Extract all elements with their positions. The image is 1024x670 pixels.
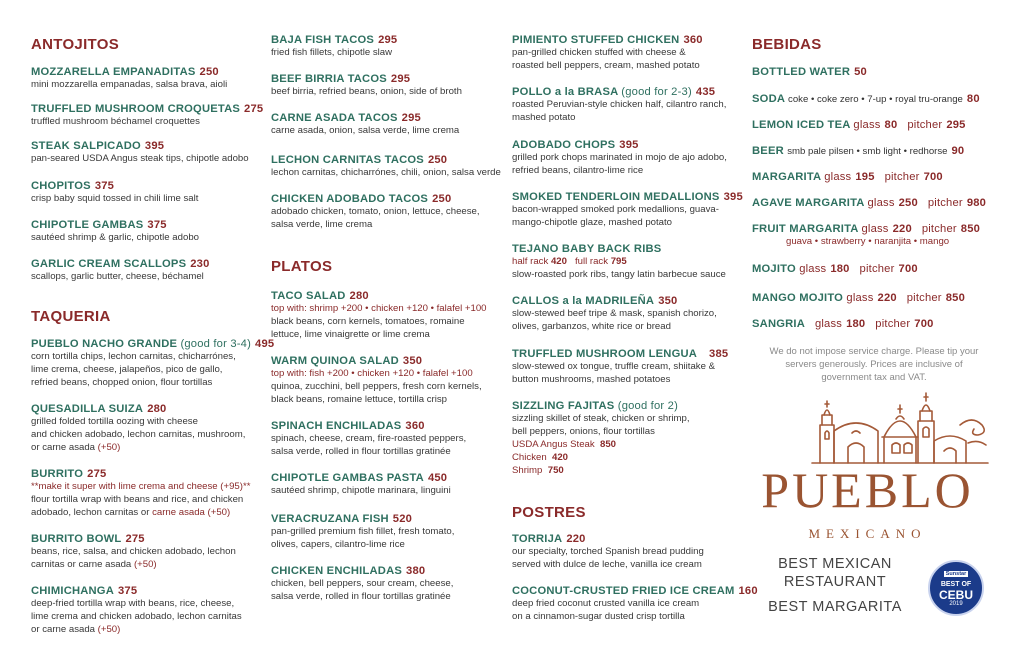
drink-item — [752, 318, 1014, 330]
item-desc: olives, garbanzos, white rice or bread — [512, 321, 671, 332]
item-desc: beef birria, refried beans, onion, side of broth — [271, 86, 462, 97]
item-price: 220 — [566, 533, 586, 545]
item-desc: bell peppers, onions, flour tortillas — [512, 426, 655, 437]
item-desc: carnitas or carne asada — [31, 559, 132, 570]
item-name: BOTTLED WATER — [752, 66, 851, 78]
best-of-cebu-badge — [928, 560, 984, 616]
item-price: 180 — [846, 318, 866, 330]
menu-item — [31, 140, 263, 165]
item-name: SODA — [752, 93, 785, 105]
item-desc: button mushrooms, mashed potatoes — [512, 374, 671, 385]
item-name: SANGRIA — [752, 318, 805, 330]
service-note — [758, 345, 990, 384]
drink-item — [752, 119, 1014, 131]
item-name: TRUFFLED MUSHROOM LENGUA — [512, 348, 698, 360]
item-name: VERACRUZANA FISH — [271, 513, 389, 525]
size-label: pitcher — [875, 318, 911, 330]
item-price: 90 — [951, 145, 965, 157]
item-price: 295 — [378, 34, 398, 46]
menu-item — [512, 86, 738, 124]
award-text — [760, 556, 910, 615]
menu-item — [31, 468, 263, 519]
fajita-price: 750 — [547, 465, 564, 476]
item-price: 385 — [709, 348, 729, 360]
item-desc: our specialty, torched Spanish bread pudding — [512, 546, 704, 557]
item-desc: bacon-wrapped smoked pork medallions, guava- — [512, 204, 719, 215]
badge-best: BEST OF — [940, 581, 972, 588]
drink-item — [752, 292, 1014, 304]
menu-item — [31, 258, 263, 283]
item-name: BAJA FISH TACOS — [271, 34, 375, 46]
rib-price: 420 — [550, 256, 567, 267]
rib-price: 795 — [610, 256, 627, 267]
item-name: QUESADILLA SUIZA — [31, 403, 144, 415]
badge-year: 2019 — [949, 601, 963, 607]
size-label: glass — [867, 197, 895, 209]
item-price: 220 — [892, 223, 912, 235]
menu-item — [271, 154, 507, 179]
menu-item — [31, 585, 263, 636]
item-desc: lime crema, cheese, jalapeños, pico de gallo, — [31, 364, 223, 375]
item-extra: (+50) — [133, 559, 157, 570]
size-label: glass — [861, 223, 889, 235]
item-name: MOZZARELLA EMPANADITAS — [31, 66, 196, 78]
service-note-line: We do not impose service charge. Please tip your — [769, 346, 979, 357]
item-desc: sizzling skillet of steak, chicken or shrimp, — [512, 413, 690, 424]
menu-item — [512, 34, 738, 72]
item-name: POLLO a la BRASA — [512, 86, 618, 98]
section-title-bebidas: BEBIDAS — [752, 36, 822, 53]
size-label: pitcher — [927, 197, 963, 209]
menu-item — [271, 420, 507, 458]
item-desc: slow-stewed beef tripe & mask, spanish chorizo, — [512, 308, 717, 319]
item-desc: pan-grilled premium fish fillet, fresh tomato, — [271, 526, 455, 537]
badge-brand: Sunstar — [945, 571, 967, 577]
item-desc: fried fish fillets, chipotle slaw — [271, 47, 393, 58]
item-desc: truffled mushroom béchamel croquettes — [31, 116, 200, 127]
item-price: 495 — [255, 338, 275, 350]
item-price: 275 — [87, 468, 107, 480]
item-name: WARM QUINOA SALAD — [271, 355, 399, 367]
fajita-option: Chicken — [512, 452, 547, 463]
menu-item — [271, 193, 507, 231]
item-name: SMOKED TENDERLOIN MEDALLIONS — [512, 191, 720, 203]
item-desc: adobado chicken, tomato, onion, lettuce, cheese, — [271, 206, 480, 217]
item-desc: on a cinnamon-sugar dusted crisp tortilla — [512, 611, 685, 622]
item-extra: (+50) — [97, 624, 121, 635]
item-desc: slow-stewed ox tongue, truffle cream, shiitake & — [512, 361, 715, 372]
item-price: 80 — [884, 119, 898, 131]
menu-item — [512, 400, 738, 477]
item-price: 375 — [147, 219, 167, 231]
item-desc: slow-roasted pork ribs, tangy latin barbecue sauce — [512, 269, 726, 280]
item-name: CARNE ASADA TACOS — [271, 112, 398, 124]
badge-city: CEBU — [938, 588, 973, 602]
menu-item — [271, 513, 507, 551]
item-desc: refried beans, chopped onion, flour tortillas — [31, 377, 213, 388]
item-desc: pan-seared USDA Angus steak tips, chipotle adobo — [31, 153, 249, 164]
item-name: TACO SALAD — [271, 290, 346, 302]
menu-item — [271, 73, 507, 98]
item-price: 700 — [914, 318, 934, 330]
size-label: pitcher — [906, 292, 942, 304]
item-name: TRUFFLED MUSHROOM CROQUETAS — [31, 103, 241, 115]
drink-item — [752, 145, 1014, 157]
item-name: MOJITO — [752, 263, 796, 275]
item-desc: deep fried coconut crusted vanilla ice cream — [512, 598, 700, 609]
item-desc: flour tortilla wrap with beans and rice, and chicken — [31, 494, 244, 505]
drink-item — [752, 263, 1014, 275]
menu-item — [31, 219, 263, 244]
drink-item — [752, 93, 1014, 105]
section-title-platos: PLATOS — [271, 258, 333, 275]
item-upsell: **make it super with lime crema and cheese (+95)** — [31, 481, 251, 492]
item-desc: black beans, corn kernels, tomatoes, romaine — [271, 316, 465, 327]
item-name: CALLOS a la MADRILEÑA — [512, 295, 655, 307]
item-desc: lime crema and chicken adobado, lechon carnitas — [31, 611, 242, 622]
menu-item — [271, 355, 507, 406]
fajita-option: Shrimp — [512, 465, 543, 476]
item-price: 295 — [401, 112, 421, 124]
item-name: MANGO MOJITO — [752, 292, 844, 304]
item-price: 395 — [723, 191, 743, 203]
item-price: 450 — [427, 472, 448, 484]
item-name: COCONUT-CRUSTED FRIED ICE CREAM — [512, 585, 735, 597]
item-desc: sautéed shrimp, chipotle marinara, linguini — [271, 485, 451, 496]
item-desc: deep-fried tortilla wrap with beans, rice, cheese, — [31, 598, 235, 609]
size-label: glass — [799, 263, 827, 275]
item-name: BURRITO BOWL — [31, 533, 122, 545]
item-name: CHICKEN ADOBADO TACOS — [271, 193, 429, 205]
item-price: 220 — [877, 292, 897, 304]
section-title-taqueria: TAQUERIA — [31, 308, 111, 325]
item-price: 980 — [966, 197, 987, 209]
item-price: 250 — [898, 197, 918, 209]
item-price: 375 — [118, 585, 138, 597]
item-options: smb pale pilsen • smb light • redhorse — [787, 146, 948, 157]
menu-item — [271, 112, 507, 137]
item-price: 280 — [147, 403, 167, 415]
item-name: GARLIC CREAM SCALLOPS — [31, 258, 187, 270]
menu-item — [512, 533, 738, 571]
item-price: 375 — [94, 180, 115, 192]
drink-item — [752, 66, 1014, 78]
item-name: CHIPOTLE GAMBAS — [31, 219, 144, 231]
item-name: LEMON ICED TEA — [752, 119, 851, 131]
item-desc: mini mozzarella empanadas, salsa brava, aioli — [31, 79, 228, 90]
fajita-option: USDA Angus Steak — [512, 439, 595, 450]
item-name: BURRITO — [31, 468, 84, 480]
menu-item — [31, 180, 263, 205]
item-name: BEER — [752, 145, 784, 157]
item-desc: and chicken adobado, lechon carnitas, mushroom, — [31, 429, 246, 440]
item-options: coke • coke zero • 7-up • royal tru-orange — [788, 94, 963, 105]
section-title-antojitos: ANTOJITOS — [31, 36, 119, 53]
item-extra: carne asada (+50) — [152, 507, 231, 518]
menu-item — [31, 338, 275, 389]
item-desc: carne asada, onion, salsa verde, lime crema — [271, 125, 460, 136]
item-price: 850 — [945, 292, 965, 304]
size-label: glass — [814, 318, 843, 330]
item-price: 195 — [855, 171, 875, 183]
item-price: 275 — [244, 103, 264, 115]
item-price: 275 — [125, 533, 145, 545]
item-note: (good for 2-3) — [621, 86, 692, 98]
menu-item — [271, 290, 507, 341]
award-line: RESTAURANT — [783, 574, 887, 590]
item-desc: mashed potato — [512, 112, 576, 123]
item-desc: refried beans, cilantro-lime rice — [512, 165, 644, 176]
menu-item — [271, 565, 507, 603]
item-name: CHICKEN ENCHILADAS — [271, 565, 403, 577]
item-name: FRUIT MARGARITA — [752, 223, 859, 235]
item-toppings: top with: fish +200 • chicken +120 • falafel +100 — [271, 368, 473, 379]
size-label: glass — [853, 119, 881, 131]
drink-item — [752, 197, 1014, 209]
item-desc: spinach, cheese, cream, fire-roasted peppers, — [271, 433, 467, 444]
menu-item — [31, 533, 263, 571]
item-toppings: top with: shrimp +200 • chicken +120 • falafel +100 — [271, 303, 487, 314]
item-name: TORRIJA — [512, 533, 563, 545]
drink-item — [752, 171, 1014, 183]
fajita-price: 420 — [552, 452, 569, 463]
item-name: BEEF BIRRIA TACOS — [271, 73, 387, 85]
item-desc: lettuce, lime vinaigrette or lime crema — [271, 329, 430, 340]
item-price: 520 — [392, 513, 413, 525]
item-price: 50 — [854, 66, 867, 78]
item-price: 250 — [199, 66, 219, 78]
award-line: BEST MARGARITA — [768, 599, 902, 615]
item-desc: grilled folded tortilla oozing with cheese — [31, 416, 198, 427]
item-price: 700 — [923, 171, 943, 183]
item-desc: sautéed shrimp & garlic, chipotle adobo — [31, 232, 199, 243]
item-desc: crisp baby squid tossed in chili lime salt — [31, 193, 199, 204]
menu-item — [512, 139, 738, 177]
size-label: pitcher — [884, 171, 920, 183]
menu-item — [271, 34, 507, 59]
service-note-line: government tax and VAT. — [821, 372, 927, 383]
service-note-line: servers generously. Prices are inclusive of — [785, 359, 963, 370]
size-label: glass — [846, 292, 874, 304]
item-price: 435 — [695, 86, 716, 98]
menu-item — [31, 403, 263, 454]
item-note: (good for 2) — [617, 400, 678, 412]
item-desc: lechon carnitas, chicharrónes, chili, onion, salsa verde — [271, 167, 501, 178]
item-name: CHIPOTLE GAMBAS PASTA — [271, 472, 424, 484]
item-desc: roasted bell peppers, cream, mashed potato — [512, 60, 700, 71]
size-label: pitcher — [921, 223, 957, 235]
menu-item — [512, 348, 738, 386]
item-name: MARGARITA — [752, 171, 821, 183]
item-name: CHOPITOS — [31, 180, 91, 192]
menu-item — [512, 585, 758, 623]
item-name: STEAK SALPICADO — [31, 140, 141, 152]
item-desc: roasted Peruvian-style chicken half, cilantro ranch, — [512, 99, 727, 110]
church-illustration-icon — [810, 385, 990, 465]
item-price: 280 — [349, 290, 369, 302]
item-price: 250 — [432, 193, 452, 205]
item-price: 700 — [898, 263, 918, 275]
item-price: 160 — [738, 585, 758, 597]
item-note: (good for 3-4) — [180, 338, 252, 350]
item-desc: chicken, bell peppers, sour cream, cheese, — [271, 578, 454, 589]
logo-mexicano: MEXICANO — [808, 526, 927, 541]
item-name: SIZZLING FAJITAS — [512, 400, 615, 412]
size-label: pitcher — [859, 263, 895, 275]
item-desc: beans, rice, salsa, and chicken adobado, lechon — [31, 546, 236, 557]
menu-item — [512, 191, 743, 229]
item-price: 180 — [830, 263, 850, 275]
item-desc: salsa verde, lime crema — [271, 219, 373, 230]
menu-item — [31, 103, 263, 128]
menu-item — [512, 295, 738, 333]
section-title-postres: POSTRES — [512, 504, 586, 521]
item-desc: scallops, garlic butter, cheese, béchamel — [31, 271, 204, 282]
drink-item — [752, 223, 1014, 248]
item-desc: salsa verde, rolled in flour tortillas gratinée — [271, 591, 451, 602]
item-desc: mango-chipotle glaze, mashed potato — [512, 217, 672, 228]
item-price: 360 — [683, 34, 703, 46]
item-price: 380 — [406, 565, 426, 577]
item-name: ADOBADO CHOPS — [512, 139, 616, 151]
item-name: LECHON CARNITAS TACOS — [271, 154, 424, 166]
menu-item — [31, 66, 263, 91]
item-price: 850 — [960, 223, 981, 235]
menu-item — [271, 472, 507, 497]
item-desc: or carne asada — [31, 442, 95, 453]
item-desc: black beans, romaine lettuce, tortilla crisp — [271, 394, 447, 405]
size-label: glass — [824, 171, 852, 183]
item-price: 295 — [390, 73, 411, 85]
logo-pueblo: PUEBLO — [761, 462, 974, 518]
item-extra: (+50) — [97, 442, 121, 453]
rib-option: half rack — [512, 256, 549, 267]
award-line: BEST MEXICAN — [778, 556, 892, 572]
size-label: pitcher — [907, 119, 943, 131]
item-desc: or carne asada — [31, 624, 95, 635]
item-name: TEJANO BABY BACK RIBS — [512, 243, 662, 255]
item-desc: olives, capers, cilantro-lime rice — [271, 539, 405, 550]
fruit-flavors: guava • strawberry • naranjita • mango — [786, 236, 950, 247]
item-price: 395 — [144, 140, 165, 152]
item-price: 395 — [619, 139, 639, 151]
item-desc: salsa verde, rolled in flour tortillas gratinée — [271, 446, 451, 457]
item-name: PIMIENTO STUFFED CHICKEN — [512, 34, 680, 46]
item-desc: corn tortilla chips, lechon carnitas, chicharrónes, — [31, 351, 236, 362]
item-name: SPINACH ENCHILADAS — [271, 420, 402, 432]
item-price: 350 — [402, 355, 423, 367]
item-desc: pan-grilled chicken stuffed with cheese & — [512, 47, 686, 58]
item-price: 80 — [966, 93, 980, 105]
fajita-price: 850 — [600, 439, 617, 450]
item-desc: adobado, lechon carnitas or — [31, 507, 150, 518]
item-price: 295 — [946, 119, 966, 131]
item-price: 250 — [427, 154, 448, 166]
item-desc: quinoa, zucchini, bell peppers, fresh corn kernels, — [271, 381, 482, 392]
item-price: 350 — [658, 295, 678, 307]
item-desc: grilled pork chops marinated in mojo de ajo adobo, — [512, 152, 727, 163]
item-price: 360 — [405, 420, 425, 432]
item-name: AGAVE MARGARITA — [752, 197, 865, 209]
item-desc: served with dulce de leche, vanilla ice cream — [512, 559, 702, 570]
rib-option: full rack — [574, 256, 609, 267]
item-price: 230 — [190, 258, 210, 270]
item-name: CHIMICHANGA — [31, 585, 114, 597]
item-name: PUEBLO NACHO GRANDE — [31, 338, 178, 350]
menu-item — [512, 243, 738, 281]
